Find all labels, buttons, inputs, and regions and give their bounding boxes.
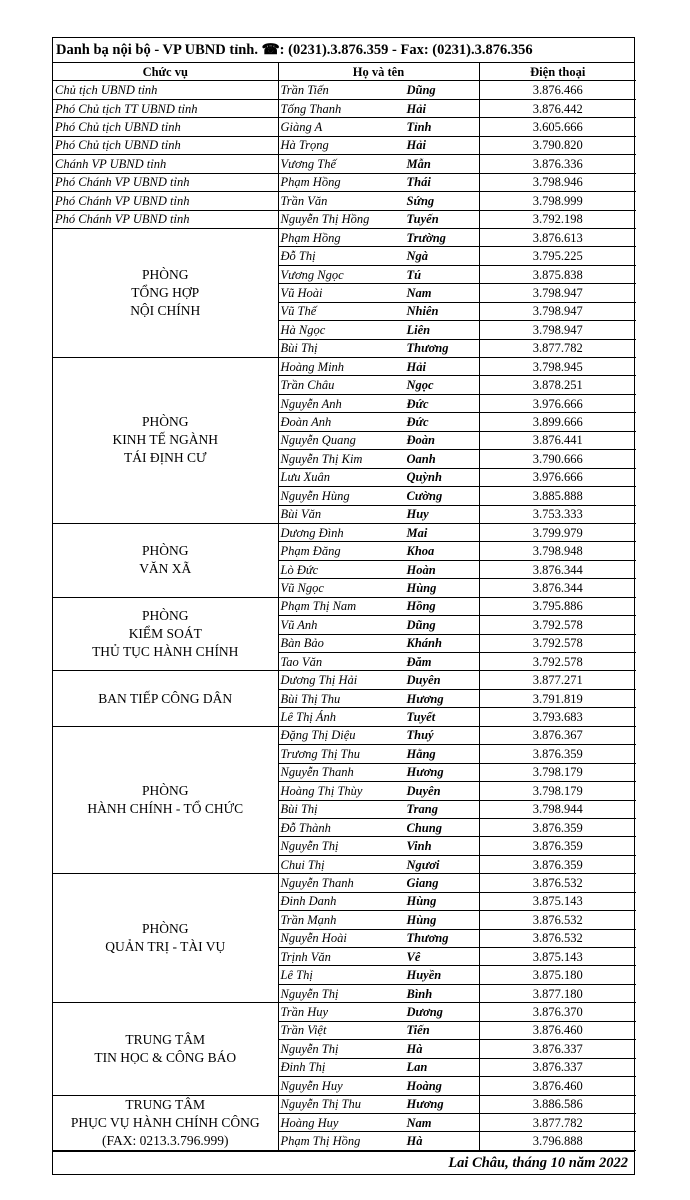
department-label-line: PHÒNG — [141, 921, 189, 937]
person-name — [278, 726, 479, 744]
header-phone: Điện thoại — [479, 63, 636, 81]
table-row — [53, 597, 636, 615]
department-label-line: BAN TIẾP CÔNG DÂN — [98, 690, 233, 706]
person-given-name: Phạm Hồng — [280, 230, 341, 245]
person-first-name: Khoa — [406, 544, 435, 559]
person-name — [278, 542, 479, 560]
phone-cell: 3.885.888 — [479, 487, 636, 505]
person-first-name: Đoàn — [406, 433, 435, 448]
person-first-name: Tuyết — [406, 710, 436, 725]
person-first-name: Oanh — [406, 451, 436, 466]
person-name — [278, 782, 479, 800]
person-given-name: Hoàng Thị Thùy — [280, 783, 363, 798]
person-given-name: Vũ Hoài — [280, 285, 323, 300]
person-name — [278, 1003, 479, 1021]
person-given-name: Giàng A — [280, 120, 323, 135]
person-name — [278, 911, 479, 929]
department-label-line: TRUNG TÂM — [125, 1031, 206, 1047]
person-first-name: Mẫn — [406, 156, 431, 171]
person-first-name: Đức — [406, 396, 429, 411]
department-cell — [53, 726, 278, 874]
person-name — [278, 708, 479, 726]
person-name — [278, 616, 479, 634]
person-name — [278, 394, 479, 412]
person-first-name: Vê — [406, 949, 421, 964]
department-label-line: (FAX: 0213.3.796.999) — [102, 1132, 229, 1148]
person-name — [278, 1132, 479, 1150]
table-row — [53, 1095, 636, 1113]
header-row — [53, 63, 636, 81]
table-row — [53, 173, 636, 191]
person-given-name: Đoàn Anh — [280, 415, 332, 430]
person-name — [278, 1095, 479, 1113]
department-label-line: THỦ TỤC HÀNH CHÍNH — [92, 644, 239, 660]
table-row — [53, 118, 636, 136]
person-name — [278, 99, 479, 117]
person-name — [278, 210, 479, 228]
phone-cell: 3.877.782 — [479, 1113, 636, 1131]
table-row — [53, 136, 636, 154]
department-label-line: TÁI ĐỊNH CƯ — [124, 450, 207, 466]
department-label-line: PHÒNG — [141, 414, 189, 430]
table-row — [53, 358, 636, 376]
person-first-name: Trang — [406, 802, 438, 817]
phone-cell: 3.790.666 — [479, 450, 636, 468]
phone-cell: 3.792.578 — [479, 653, 636, 671]
phone-cell: 3.798.948 — [479, 542, 636, 560]
phone-cell: 3.876.441 — [479, 431, 636, 449]
department-cell — [53, 1003, 278, 1095]
person-first-name: Duyên — [406, 783, 441, 798]
person-first-name: Ngọc — [406, 378, 434, 393]
department-cell — [53, 597, 278, 671]
phone-cell: 3.876.370 — [479, 1003, 636, 1021]
person-given-name: Trần Tiến — [280, 83, 329, 98]
phone-cell: 3.876.359 — [479, 818, 636, 836]
person-given-name: Trần Mạnh — [280, 912, 337, 927]
person-name — [278, 800, 479, 818]
role-cell: Phó Chủ tịch UBND tỉnh — [53, 136, 278, 154]
department-cell — [53, 1095, 278, 1150]
person-first-name: Sứng — [406, 193, 435, 208]
department-cell — [53, 358, 278, 524]
person-first-name: Quỳnh — [406, 470, 442, 485]
person-given-name: Nguyễn Thị — [280, 1041, 339, 1056]
person-given-name: Trịnh Văn — [280, 949, 331, 964]
person-first-name: Hồng — [406, 599, 436, 614]
person-name — [278, 597, 479, 615]
role-cell: Phó Chánh VP UBND tỉnh — [53, 173, 278, 191]
department-label-line: PHÒNG — [141, 266, 189, 282]
footer-signoff: Lai Châu, tháng 10 năm 2022 — [53, 1151, 634, 1174]
phone-cell: 3.876.359 — [479, 837, 636, 855]
page-title: Danh bạ nội bộ - VP UBND tỉnh. ☎: (0231).3.876.359 - Fax: (0231).3.876.356 — [53, 38, 634, 63]
phone-cell: 3.798.946 — [479, 173, 636, 191]
phone-cell: 3.976.666 — [479, 468, 636, 486]
person-given-name: Bùi Thị — [280, 341, 318, 356]
person-first-name: Hà — [406, 1134, 423, 1149]
person-given-name: Phạm Thị Nam — [280, 599, 357, 614]
person-first-name: Hùng — [406, 912, 437, 927]
person-given-name: Hoàng Minh — [280, 359, 345, 374]
person-name — [278, 339, 479, 357]
person-name — [278, 837, 479, 855]
person-name — [278, 892, 479, 910]
person-given-name: Nguyễn Hoài — [280, 931, 347, 946]
phone-cell: 3.792.578 — [479, 634, 636, 652]
person-given-name: Vũ Anh — [280, 617, 318, 632]
phone-cell: 3.876.359 — [479, 745, 636, 763]
phone-cell: 3.796.888 — [479, 1132, 636, 1150]
person-first-name: Huy — [406, 507, 429, 522]
department-label-line: KINH TẾ NGÀNH — [112, 432, 218, 448]
person-first-name: Ngươi — [406, 857, 440, 872]
person-given-name: Phạm Thị Hồng — [280, 1134, 361, 1149]
department-cell — [53, 228, 278, 357]
phone-cell: 3.875.143 — [479, 948, 636, 966]
person-name — [278, 763, 479, 781]
phone-cell: 3.875.143 — [479, 892, 636, 910]
person-first-name: Hải — [406, 359, 426, 374]
table-row — [53, 228, 636, 246]
person-name — [278, 376, 479, 394]
phone-cell: 3.790.820 — [479, 136, 636, 154]
person-first-name: Nam — [406, 1115, 432, 1130]
person-name — [278, 560, 479, 578]
person-first-name: Thái — [406, 175, 431, 190]
department-cell — [53, 874, 278, 1003]
table-row — [53, 1003, 636, 1021]
person-given-name: Vũ Thế — [280, 304, 317, 319]
person-name — [278, 929, 479, 947]
person-first-name: Hải — [406, 101, 426, 116]
role-cell: Chủ tịch UBND tỉnh — [53, 81, 278, 99]
person-name — [278, 155, 479, 173]
phone-cell: 3.793.683 — [479, 708, 636, 726]
person-given-name: Hà Ngọc — [280, 322, 326, 337]
person-first-name: Lan — [406, 1060, 428, 1075]
department-label-line: NỘI CHÍNH — [130, 302, 201, 318]
phone-cell: 3.876.613 — [479, 228, 636, 246]
person-given-name: Vương Ngọc — [280, 267, 344, 282]
person-given-name: Đinh Thị — [280, 1060, 326, 1075]
person-name — [278, 468, 479, 486]
phone-cell: 3.877.782 — [479, 339, 636, 357]
person-name — [278, 265, 479, 283]
phone-cell: 3.886.586 — [479, 1095, 636, 1113]
person-first-name: Hương — [406, 691, 444, 706]
department-label-line: VĂN XÃ — [139, 561, 192, 577]
role-cell: Phó Chủ tịch UBND tỉnh — [53, 118, 278, 136]
person-name — [278, 966, 479, 984]
person-given-name: Lê Thị Ánh — [280, 710, 337, 725]
person-name — [278, 358, 479, 376]
person-name — [278, 948, 479, 966]
phone-cell: 3.795.886 — [479, 597, 636, 615]
person-given-name: Nguyễn Thị Thu — [280, 1097, 362, 1112]
person-given-name: Nguyễn Thị — [280, 839, 339, 854]
person-given-name: Trần Việt — [280, 1023, 327, 1038]
department-label-line: PHỤC VỤ HÀNH CHÍNH CÔNG — [70, 1114, 260, 1130]
phone-cell: 3.877.180 — [479, 984, 636, 1002]
person-given-name: Vũ Ngọc — [280, 580, 324, 595]
person-first-name: Tuyến — [406, 212, 439, 227]
department-label-line: QUẢN TRỊ - TÀI VỤ — [105, 939, 226, 955]
person-first-name: Đức — [406, 415, 429, 430]
person-first-name: Nam — [406, 285, 432, 300]
phone-cell: 3.798.179 — [479, 782, 636, 800]
phone-cell: 3.876.337 — [479, 1058, 636, 1076]
person-name — [278, 192, 479, 210]
person-given-name: Vương Thế — [280, 156, 336, 171]
person-given-name: Trần Văn — [280, 193, 328, 208]
person-first-name: Trường — [406, 230, 446, 245]
person-name — [278, 689, 479, 707]
phone-cell: 3.798.944 — [479, 800, 636, 818]
person-name — [278, 818, 479, 836]
person-given-name: Nguyễn Anh — [280, 396, 342, 411]
phone-cell: 3.876.460 — [479, 1077, 636, 1095]
person-name — [278, 431, 479, 449]
phone-cell: 3.798.945 — [479, 358, 636, 376]
person-name — [278, 1021, 479, 1039]
person-first-name: Giang — [406, 875, 439, 890]
person-given-name: Bùi Thị — [280, 802, 318, 817]
person-given-name: Nguyễn Thị Hồng — [280, 212, 370, 227]
person-given-name: Lê Thị — [280, 968, 313, 983]
person-first-name: Chung — [406, 820, 442, 835]
person-first-name: Thương — [406, 341, 449, 356]
person-first-name: Khánh — [406, 636, 442, 651]
phone-cell: 3.799.979 — [479, 523, 636, 541]
person-name — [278, 302, 479, 320]
department-label-line: HÀNH CHÍNH - TỔ CHỨC — [87, 801, 244, 816]
person-name — [278, 228, 479, 246]
phone-cell: 3.877.271 — [479, 671, 636, 689]
phone-cell: 3.876.460 — [479, 1021, 636, 1039]
person-first-name: Hằng — [406, 746, 436, 761]
person-given-name: Tao Văn — [280, 654, 323, 669]
phone-cell: 3.798.947 — [479, 284, 636, 302]
phone-cell: 3.792.578 — [479, 616, 636, 634]
person-first-name: Hà — [406, 1041, 423, 1056]
person-first-name: Cường — [406, 488, 443, 503]
person-name — [278, 487, 479, 505]
person-given-name: Nguyễn Thanh — [280, 875, 354, 890]
phone-cell: 3.791.819 — [479, 689, 636, 707]
phone-cell: 3.798.179 — [479, 763, 636, 781]
person-name — [278, 1077, 479, 1095]
role-cell: Chánh VP UBND tỉnh — [53, 155, 278, 173]
phone-cell: 3.876.336 — [479, 155, 636, 173]
person-given-name: Nguyễn Thị — [280, 986, 339, 1001]
person-name — [278, 505, 479, 523]
person-given-name: Nguyễn Thanh — [280, 765, 354, 780]
person-name — [278, 874, 479, 892]
person-given-name: Dương Đình — [280, 525, 344, 540]
table-row — [53, 523, 636, 541]
person-first-name: Bình — [406, 986, 433, 1001]
department-label-line: KIỂM SOÁT — [128, 626, 202, 642]
phone-cell: 3.876.532 — [479, 929, 636, 947]
person-given-name: Lò Đức — [280, 562, 319, 577]
phone-cell: 3.875.838 — [479, 265, 636, 283]
person-name — [278, 173, 479, 191]
person-given-name: Hà Trọng — [280, 138, 329, 153]
person-given-name: Dương Thị Hải — [280, 673, 358, 688]
person-given-name: Lưu Xuân — [280, 470, 331, 485]
person-name — [278, 81, 479, 99]
table-row — [53, 210, 636, 228]
phone-cell: 3.798.947 — [479, 302, 636, 320]
person-first-name: Mai — [406, 525, 428, 540]
table-row — [53, 671, 636, 689]
person-name — [278, 579, 479, 597]
department-label-line: PHÒNG — [141, 783, 189, 798]
person-name — [278, 1040, 479, 1058]
person-name — [278, 1058, 479, 1076]
person-name — [278, 321, 479, 339]
person-name — [278, 136, 479, 154]
phone-cell: 3.795.225 — [479, 247, 636, 265]
person-first-name: Thuý — [406, 728, 434, 743]
person-first-name: Vinh — [406, 839, 432, 854]
person-given-name: Bàn Bảo — [280, 636, 324, 651]
department-label-line: PHÒNG — [141, 608, 189, 624]
person-given-name: Nguyễn Quang — [280, 433, 356, 448]
person-first-name: Hoàng — [406, 1078, 442, 1093]
phone-cell: 3.876.337 — [479, 1040, 636, 1058]
phone-cell: 3.876.367 — [479, 726, 636, 744]
phone-cell: 3.876.466 — [479, 81, 636, 99]
person-first-name: Thương — [406, 931, 449, 946]
person-given-name: Chui Thị — [280, 857, 325, 872]
header-name: Họ và tên — [278, 63, 479, 81]
person-name — [278, 247, 479, 265]
person-first-name: Huyền — [406, 968, 442, 983]
department-label-line: PHÒNG — [141, 543, 189, 559]
phone-cell: 3.876.344 — [479, 579, 636, 597]
person-first-name: Hương — [406, 765, 444, 780]
person-first-name: Hùng — [406, 580, 437, 595]
person-given-name: Bùi Văn — [280, 507, 322, 522]
person-given-name: Trần Châu — [280, 378, 335, 393]
phone-cell: 3.876.532 — [479, 874, 636, 892]
person-given-name: Hoàng Huy — [280, 1115, 339, 1130]
directory-table — [53, 63, 636, 1151]
person-first-name: Hoàn — [406, 562, 436, 577]
person-name — [278, 450, 479, 468]
table-row — [53, 155, 636, 173]
phone-cell: 3.753.333 — [479, 505, 636, 523]
person-given-name: Tống Thanh — [280, 101, 342, 116]
person-first-name: Liên — [406, 322, 431, 337]
phone-cell: 3.798.947 — [479, 321, 636, 339]
phone-cell: 3.876.442 — [479, 99, 636, 117]
person-first-name: Dũng — [406, 617, 436, 632]
person-first-name: Ngà — [406, 249, 429, 264]
phone-cell: 3.876.344 — [479, 560, 636, 578]
person-name — [278, 284, 479, 302]
person-name — [278, 634, 479, 652]
department-label-line: TIN HỌC & CÔNG BÁO — [94, 1049, 237, 1065]
phone-cell: 3.876.532 — [479, 911, 636, 929]
department-cell — [53, 671, 278, 726]
person-name — [278, 984, 479, 1002]
person-first-name: Tiến — [406, 1023, 430, 1038]
person-given-name: Nguyễn Huy — [280, 1078, 343, 1093]
department-label-line: TRUNG TÂM — [125, 1096, 206, 1112]
person-name — [278, 1113, 479, 1131]
person-name — [278, 653, 479, 671]
person-given-name: Đặng Thị Diệu — [280, 728, 356, 743]
table-row — [53, 874, 636, 892]
person-first-name: Tỉnh — [406, 120, 432, 135]
phone-cell: 3.605.666 — [479, 118, 636, 136]
table-row — [53, 726, 636, 744]
person-name — [278, 745, 479, 763]
person-name — [278, 413, 479, 431]
person-given-name: Nguyễn Thị Kim — [280, 451, 363, 466]
person-first-name: Nhiên — [406, 304, 439, 319]
table-row — [53, 81, 636, 99]
role-cell: Phó Chủ tịch TT UBND tỉnh — [53, 99, 278, 117]
person-name — [278, 118, 479, 136]
person-first-name: Duyên — [406, 673, 441, 688]
person-first-name: Hải — [406, 138, 426, 153]
department-label-line: TỔNG HỢP — [131, 284, 200, 300]
phone-cell: 3.878.251 — [479, 376, 636, 394]
person-given-name: Bùi Thị Thu — [280, 691, 341, 706]
person-first-name: Dương — [406, 1005, 443, 1020]
phone-cell: 3.875.180 — [479, 966, 636, 984]
department-cell — [53, 523, 278, 597]
phone-cell: 3.976.666 — [479, 394, 636, 412]
person-given-name: Nguyễn Hùng — [280, 488, 350, 503]
person-given-name: Đỗ Thị — [280, 249, 316, 264]
directory-sheet — [52, 37, 635, 1175]
header-role: Chức vụ — [53, 63, 278, 81]
person-given-name: Trần Huy — [280, 1005, 329, 1020]
phone-cell: 3.899.666 — [479, 413, 636, 431]
person-given-name: Trương Thị Thu — [280, 746, 360, 761]
person-first-name: Tú — [406, 267, 422, 282]
table-row — [53, 99, 636, 117]
person-given-name: Đỗ Thành — [280, 820, 331, 835]
person-given-name: Phạm Đăng — [280, 544, 341, 559]
phone-cell: 3.876.359 — [479, 855, 636, 873]
person-first-name: Đăm — [406, 654, 432, 669]
person-first-name: Dũng — [406, 83, 436, 98]
directory-body — [53, 81, 636, 1150]
person-first-name: Hùng — [406, 894, 437, 909]
person-given-name: Phạm Hồng — [280, 175, 341, 190]
person-given-name: Đinh Danh — [280, 894, 337, 909]
person-name — [278, 523, 479, 541]
person-first-name: Hương — [406, 1097, 444, 1112]
person-name — [278, 671, 479, 689]
table-row — [53, 192, 636, 210]
role-cell: Phó Chánh VP UBND tỉnh — [53, 192, 278, 210]
role-cell: Phó Chánh VP UBND tỉnh — [53, 210, 278, 228]
phone-cell: 3.798.999 — [479, 192, 636, 210]
person-name — [278, 855, 479, 873]
phone-cell: 3.792.198 — [479, 210, 636, 228]
